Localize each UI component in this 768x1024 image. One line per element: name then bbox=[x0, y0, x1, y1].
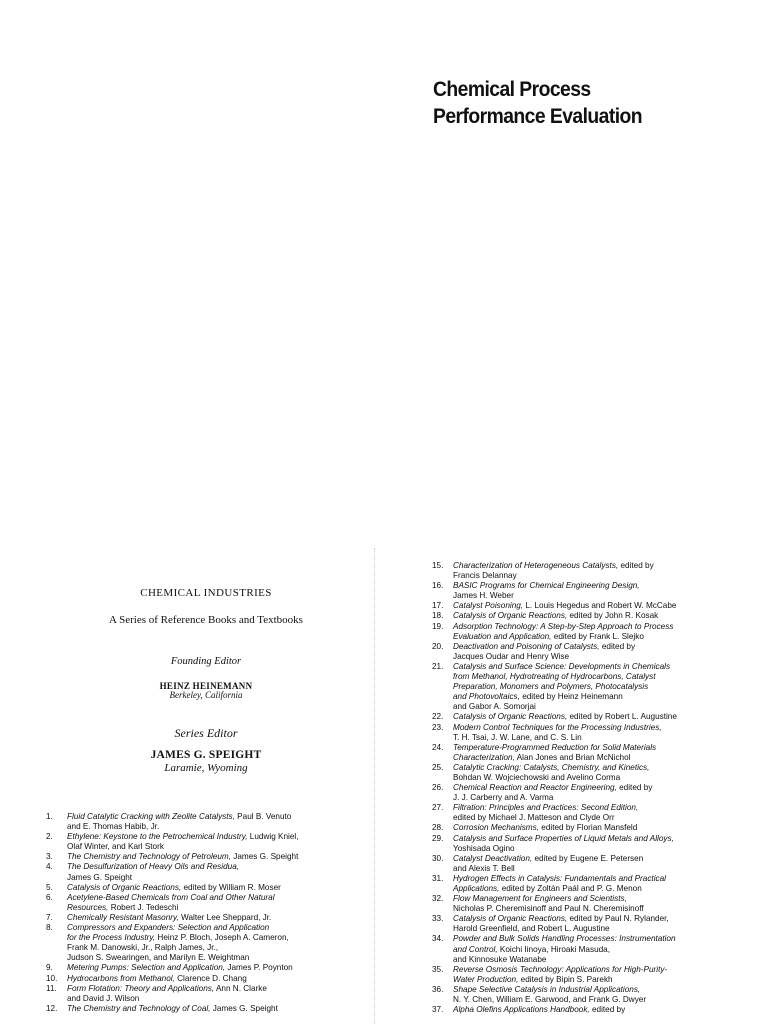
list-item-line bbox=[453, 793, 752, 803]
author-text: Nicholas P. Cheremisinoff and Paul N. Cheremisinoff bbox=[453, 904, 644, 914]
book-title-text: for the Process Industry, bbox=[67, 933, 156, 943]
list-item bbox=[46, 913, 370, 923]
book-title-text: and Photovoltaics, bbox=[453, 692, 520, 702]
author-text: Ludwig Kniel, bbox=[247, 832, 299, 842]
book-title-text: Filtration: Principles and Practices: Second Edition, bbox=[453, 803, 639, 813]
author-text: Judson S. Swearingen, and Marilyn E. Weightman bbox=[67, 953, 250, 963]
list-item-number: 19. bbox=[432, 621, 444, 631]
list-item bbox=[46, 883, 370, 893]
list-item-line bbox=[67, 994, 370, 1004]
list-item-line bbox=[453, 723, 752, 733]
author-text: edited by bbox=[618, 561, 654, 570]
series-editor-location: Laramie, Wyoming bbox=[164, 762, 248, 774]
list-item bbox=[46, 812, 370, 832]
list-item bbox=[46, 974, 370, 984]
list-item bbox=[46, 852, 370, 862]
list-item-line bbox=[67, 812, 370, 822]
author-text: edited by Zoltán Paál and P. G. Menon bbox=[499, 884, 642, 893]
author-text: and Gabor A. Somorjai bbox=[453, 702, 536, 712]
list-item bbox=[432, 834, 752, 854]
list-item-number: 11. bbox=[46, 983, 57, 993]
list-item-number: 16. bbox=[432, 581, 444, 591]
author-text: Heinz P. Bloch, Joseph A. Cameron, bbox=[155, 933, 289, 943]
author-text: and David J. Wilson bbox=[67, 993, 140, 1003]
book-title-text: Characterization, bbox=[453, 752, 515, 762]
author-text: Alan Jones and Brian McNichol bbox=[514, 752, 631, 762]
list-item bbox=[432, 581, 752, 601]
list-item-line bbox=[67, 943, 370, 953]
list-item-line bbox=[453, 894, 752, 904]
list-item-line bbox=[453, 813, 752, 823]
list-item-line bbox=[453, 652, 752, 662]
list-item-line bbox=[453, 702, 752, 712]
author-text: edited by Heinz Heinemann bbox=[519, 692, 623, 702]
page-divider bbox=[374, 548, 375, 1024]
founding-editor-label: Founding Editor bbox=[170, 656, 242, 667]
book-title-line-2: Performance Evaluation bbox=[433, 105, 643, 128]
author-text: James H. Weber bbox=[453, 591, 514, 601]
list-item-number: 22. bbox=[432, 712, 444, 722]
list-item-line bbox=[67, 933, 370, 943]
list-item-number: 5. bbox=[46, 882, 53, 892]
author-text: James G. Speight bbox=[67, 872, 133, 882]
list-item bbox=[432, 723, 752, 743]
list-item-line bbox=[67, 893, 370, 903]
list-item-number: 4. bbox=[46, 862, 53, 872]
book-title-text: Powder and Bulk Solids Handling Processes: Instrumentation bbox=[453, 934, 676, 944]
book-title-text: Modern Control Techniques for the Processing Industries, bbox=[453, 722, 662, 732]
author-text: edited by bbox=[616, 783, 653, 793]
author-text: edited by William R. Moser bbox=[181, 882, 281, 892]
book-title-text: The Desulfurization of Heavy Oils and Residua, bbox=[67, 862, 240, 872]
list-item-line bbox=[453, 884, 752, 894]
list-item bbox=[432, 611, 752, 621]
list-item-line bbox=[67, 953, 370, 963]
series-subtitle: A Series of Reference Books and Textbooks bbox=[109, 614, 303, 626]
list-item-number: 26. bbox=[432, 783, 444, 793]
list-item-number: 7. bbox=[46, 912, 53, 922]
author-text: edited by Paul N. Rylander, bbox=[567, 914, 669, 924]
author-text: edited by Florian Mansfeld bbox=[539, 823, 638, 833]
author-text: edited by bbox=[599, 641, 636, 651]
book-title-text: Adsorption Technology: A Step-by-Step Approach to Process bbox=[453, 621, 674, 631]
author-text: James G. Speight bbox=[231, 852, 299, 862]
author-text: Francis Delannay bbox=[453, 571, 517, 581]
list-item-number: 37. bbox=[432, 1005, 444, 1015]
book-title-text: Chemically Resistant Masonry, bbox=[67, 912, 179, 922]
list-item bbox=[46, 893, 370, 913]
book-title-text: Catalysis of Organic Reactions, bbox=[453, 712, 568, 722]
book-title-text: Catalysis of Organic Reactions, bbox=[453, 611, 568, 621]
book-title-text: The Chemistry and Technology of Coal, bbox=[67, 1003, 211, 1013]
list-item-line bbox=[453, 965, 752, 975]
author-text: edited by Robert L. Augustine bbox=[567, 712, 677, 722]
book-title-text: Reverse Osmosis Technology: Applications for High-Purity- bbox=[453, 964, 668, 974]
author-text: Yoshisada Ogino bbox=[453, 843, 515, 853]
book-title-text: Corrosion Mechanisms, bbox=[453, 823, 539, 833]
book-title-text: Ethylene: Keystone to the Petrochemical Industry, bbox=[67, 832, 248, 842]
list-item-number: 30. bbox=[432, 853, 444, 863]
book-title-text: Catalytic Cracking: Catalysts, Chemistry, and Kinetics, bbox=[453, 762, 650, 772]
list-item bbox=[46, 963, 370, 973]
series-list-left bbox=[46, 812, 370, 1014]
list-item bbox=[432, 803, 752, 823]
book-title-text: Temperature-Programmed Reduction for Solid Materials bbox=[453, 742, 657, 752]
book-title-text: and Control, bbox=[453, 944, 498, 954]
list-item-number: 34. bbox=[432, 934, 444, 944]
author-text: edited by Eugene E. Petersen bbox=[532, 853, 644, 863]
list-item bbox=[432, 783, 752, 803]
list-item-line bbox=[453, 571, 752, 581]
book-title-text: Catalysis of Organic Reactions, bbox=[67, 882, 182, 892]
founding-editor-location: Berkeley, California bbox=[169, 690, 243, 700]
list-item-line bbox=[67, 984, 370, 994]
author-text: Harold Greenfield, and Robert L. Augustine bbox=[453, 924, 610, 934]
list-item-line bbox=[453, 733, 752, 743]
list-item-line bbox=[453, 622, 752, 632]
list-item-number: 6. bbox=[46, 892, 53, 902]
series-list-right bbox=[432, 561, 752, 1015]
list-item bbox=[46, 832, 370, 852]
author-text: edited by bbox=[589, 1005, 626, 1015]
list-item-number: 2. bbox=[46, 832, 53, 842]
list-item-number: 28. bbox=[432, 823, 444, 833]
list-item-number: 1. bbox=[46, 812, 53, 821]
book-title-text: Acetylene-Based Chemicals from Coal and Other Natural bbox=[67, 892, 275, 902]
list-item bbox=[46, 1004, 370, 1014]
book-title-text: Compressors and Expanders: Selection and Application bbox=[67, 923, 270, 933]
book-title-text: Catalyst Poisoning, bbox=[453, 601, 524, 611]
list-item-line bbox=[67, 852, 370, 862]
list-item-number: 21. bbox=[432, 661, 444, 671]
list-item bbox=[432, 874, 752, 894]
list-item bbox=[432, 622, 752, 642]
list-item-line bbox=[453, 995, 752, 1005]
author-text: and Kinnosuke Watanabe bbox=[453, 954, 547, 964]
author-text: James G. Speight bbox=[210, 1003, 278, 1013]
book-title-text: Alpha Olefins Applications Handbook, bbox=[453, 1005, 590, 1015]
founding-editor-name: HEINZ HEINEMANN bbox=[159, 681, 253, 691]
list-item bbox=[432, 662, 752, 712]
list-item-line bbox=[453, 945, 752, 955]
list-item-line bbox=[67, 883, 370, 893]
author-text: Paul B. Venuto bbox=[234, 812, 292, 821]
author-text: Robert J. Tedeschi bbox=[108, 902, 179, 912]
book-title-text: Preparation, Monomers and Polymers, Photocatalysis bbox=[453, 682, 649, 692]
list-item-number: 15. bbox=[432, 561, 444, 570]
list-item bbox=[432, 823, 752, 833]
list-item-number: 25. bbox=[432, 762, 444, 772]
author-text: N. Y. Chen, William E. Garwood, and Frank G. Dwyer bbox=[453, 995, 647, 1005]
book-title-text: Resources, bbox=[67, 902, 109, 912]
author-text: edited by Michael J. Matteson and Clyde Orr bbox=[453, 813, 615, 823]
list-item-number: 12. bbox=[46, 1003, 58, 1013]
author-text: L. Louis Hegedus and Robert W. McCabe bbox=[523, 601, 677, 611]
book-title-text: Chemical Reaction and Reactor Engineering, bbox=[453, 783, 617, 793]
book-title-text: Catalysis of Organic Reactions, bbox=[453, 914, 568, 924]
list-item bbox=[432, 763, 752, 783]
list-item-line bbox=[453, 823, 752, 833]
list-item-number: 17. bbox=[432, 601, 444, 611]
list-item-line bbox=[453, 601, 752, 611]
book-title-text: Catalyst Deactivation, bbox=[453, 853, 533, 863]
list-item-line bbox=[67, 832, 370, 842]
list-item-line bbox=[453, 632, 752, 642]
list-item-line bbox=[453, 864, 752, 874]
book-title-text: Applications, bbox=[453, 884, 500, 893]
list-item-line bbox=[453, 985, 752, 995]
list-item-number: 33. bbox=[432, 914, 444, 924]
author-text: Jacques Oudar and Henry Wise bbox=[453, 651, 570, 661]
book-title-text: The Chemistry and Technology of Petroleum, bbox=[67, 852, 231, 862]
list-item-line bbox=[67, 963, 370, 973]
book-title bbox=[433, 76, 727, 130]
list-item-line bbox=[453, 611, 752, 621]
book-title-text: Shape Selective Catalysis in Industrial Applications, bbox=[453, 984, 641, 994]
book-title-text: Metering Pumps: Selection and Application, bbox=[67, 963, 226, 973]
list-item bbox=[432, 1005, 752, 1015]
series-name: CHEMICAL INDUSTRIES bbox=[140, 587, 272, 599]
author-text: and E. Thomas Habib, Jr. bbox=[67, 822, 160, 832]
list-item bbox=[46, 984, 370, 1004]
book-title-text: Water Production, bbox=[453, 974, 519, 984]
author-text: T. H. Tsai, J. W. Lane, and C. S. Lin bbox=[453, 732, 582, 742]
list-item-line bbox=[453, 844, 752, 854]
list-item bbox=[46, 862, 370, 882]
list-item-line bbox=[453, 763, 752, 773]
list-item-number: 18. bbox=[432, 611, 444, 621]
book-title-text: Catalysis and Surface Science: Developments in Chemicals bbox=[453, 661, 671, 671]
book-title-text: Hydrogen Effects in Catalysis: Fundamentals and Practical bbox=[453, 873, 666, 883]
book-title-text: BASIC Programs for Chemical Engineering Design, bbox=[453, 581, 640, 591]
list-item bbox=[432, 965, 752, 985]
list-item-line bbox=[453, 914, 752, 924]
list-item-line bbox=[453, 1005, 752, 1015]
list-item-line bbox=[453, 561, 752, 571]
author-text: Olaf Winter, and Karl Stork bbox=[67, 842, 164, 852]
list-item-line bbox=[453, 874, 752, 884]
book-title-text: Characterization of Heterogeneous Catalysts, bbox=[453, 561, 619, 570]
list-item-number: 27. bbox=[432, 803, 444, 813]
book-title-line-1: Chemical Process bbox=[433, 78, 591, 101]
list-item-line bbox=[67, 862, 370, 872]
list-item-number: 3. bbox=[46, 852, 53, 862]
list-item-line bbox=[453, 642, 752, 652]
list-item-number: 23. bbox=[432, 722, 444, 732]
book-title-text: Form Flotation: Theory and Applications, bbox=[67, 983, 215, 993]
list-item bbox=[46, 923, 370, 963]
author-text: Walter Lee Sheppard, Jr. bbox=[178, 912, 272, 922]
author-text: edited by Frank L. Slejko bbox=[551, 631, 644, 641]
book-title-text: Fluid Catalytic Cracking with Zeolite Catalysts, bbox=[67, 812, 235, 821]
list-item-line bbox=[453, 581, 752, 591]
list-item-number: 32. bbox=[432, 894, 444, 904]
list-item-line bbox=[453, 803, 752, 813]
list-item-line bbox=[67, 913, 370, 923]
list-item bbox=[432, 642, 752, 662]
author-text: Koichi Iinoya, Hiroaki Masuda, bbox=[497, 944, 611, 954]
list-item-line bbox=[67, 822, 370, 832]
author-text: edited by Bipin S. Parekh bbox=[518, 974, 613, 984]
list-item-line bbox=[453, 975, 752, 985]
list-item-line bbox=[453, 773, 752, 783]
list-item-line bbox=[67, 923, 370, 933]
list-item bbox=[432, 743, 752, 763]
list-item bbox=[432, 712, 752, 722]
author-text: Frank M. Danowski, Jr., Ralph James, Jr., bbox=[67, 943, 219, 953]
list-item bbox=[432, 601, 752, 611]
author-text: and Alexis T. Bell bbox=[453, 863, 515, 873]
list-item-line bbox=[453, 682, 752, 692]
book-title-text: Evaluation and Application, bbox=[453, 631, 552, 641]
list-item-line bbox=[453, 934, 752, 944]
list-item-line bbox=[453, 672, 752, 682]
list-item-number: 10. bbox=[46, 973, 58, 983]
list-item bbox=[432, 561, 752, 581]
list-item-number: 9. bbox=[46, 963, 53, 973]
book-title-text: from Methanol, Hydrotreating of Hydrocarbons, Catalyst bbox=[453, 672, 656, 682]
list-item-line bbox=[67, 903, 370, 913]
list-item-line bbox=[453, 924, 752, 934]
list-item-line bbox=[453, 854, 752, 864]
book-title-text: Deactivation and Poisoning of Catalysts, bbox=[453, 641, 600, 651]
list-item-number: 24. bbox=[432, 742, 444, 752]
list-item-line bbox=[67, 1004, 370, 1014]
list-item-line bbox=[67, 873, 370, 883]
author-text: Ann N. Clarke bbox=[214, 983, 267, 993]
list-item-number: 31. bbox=[432, 873, 444, 883]
list-item-line bbox=[453, 712, 752, 722]
list-item-line bbox=[453, 904, 752, 914]
list-item-number: 8. bbox=[46, 923, 53, 933]
book-title-text: Flow Management for Engineers and Scientists, bbox=[453, 894, 627, 904]
series-editor-name: JAMES G. SPEIGHT bbox=[150, 749, 262, 761]
list-item bbox=[432, 854, 752, 874]
list-item-line bbox=[67, 974, 370, 984]
list-item-line bbox=[453, 591, 752, 601]
list-item-line bbox=[453, 834, 752, 844]
author-text: J. J. Carberry and A. Varma bbox=[453, 793, 554, 803]
author-text: James P. Poynton bbox=[225, 963, 293, 973]
list-item-number: 35. bbox=[432, 964, 444, 974]
list-item-number: 36. bbox=[432, 984, 444, 994]
author-text: edited by John R. Kosak bbox=[567, 611, 659, 621]
list-item bbox=[432, 934, 752, 964]
list-item-line bbox=[453, 662, 752, 672]
list-item-line bbox=[453, 743, 752, 753]
list-item-number: 29. bbox=[432, 833, 444, 843]
list-item-line bbox=[453, 692, 752, 702]
list-item-line bbox=[67, 842, 370, 852]
series-editor-label: Series Editor bbox=[174, 726, 238, 740]
list-item-line bbox=[453, 783, 752, 793]
list-item-line bbox=[453, 753, 752, 763]
list-item bbox=[432, 914, 752, 934]
list-item bbox=[432, 985, 752, 1005]
book-title-text: Catalysis and Surface Properties of Liquid Metals and Alloys, bbox=[453, 833, 674, 843]
author-text: Clarence D. Chang bbox=[174, 973, 247, 983]
list-item-number: 20. bbox=[432, 641, 444, 651]
author-text: Bohdan W. Wojciechowski and Avelino Corma bbox=[453, 772, 621, 782]
book-title-text: Hydrocarbons from Methanol, bbox=[67, 973, 175, 983]
list-item-line bbox=[453, 955, 752, 965]
list-item bbox=[432, 894, 752, 914]
